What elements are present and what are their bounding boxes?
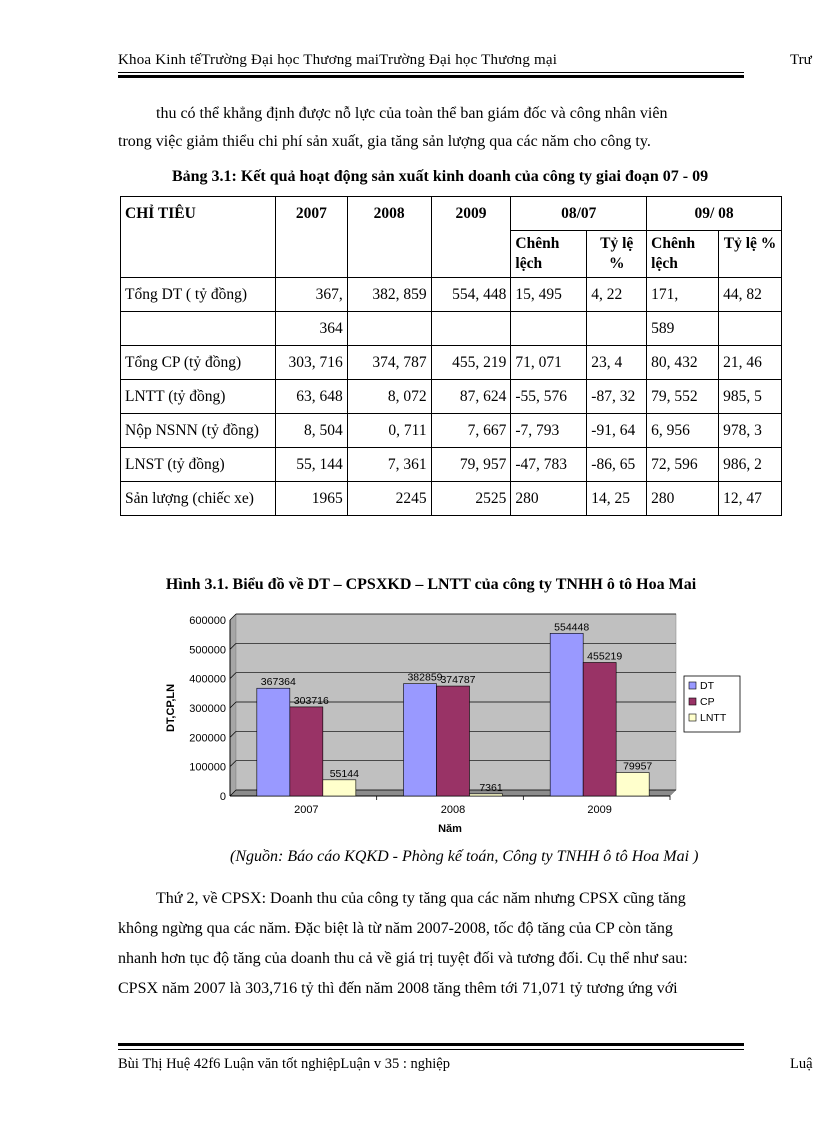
legend-swatch-dt [689, 682, 696, 689]
table-cell [719, 312, 782, 346]
header-rule-thick [118, 75, 744, 78]
x-axis-title: Năm [438, 823, 462, 835]
table-cell: -55, 576 [511, 380, 587, 414]
table-cell: 0, 711 [347, 414, 431, 448]
table-cell: 367, [275, 278, 347, 312]
data-label: 55144 [329, 767, 359, 780]
table-cell: -7, 793 [511, 414, 587, 448]
table-cell: -91, 64 [587, 414, 647, 448]
table-cell: -47, 783 [511, 448, 587, 482]
table-cell: 79, 957 [431, 448, 511, 482]
table-cell: 23, 4 [587, 346, 647, 380]
figure-caption: Hình 3.1. Biểu đồ về DT – CPSXKD – LNTT của công ty TNHH ô tô Hoa Mai [165, 576, 697, 593]
bar-cp [437, 686, 470, 796]
table-cell: 72, 596 [647, 448, 719, 482]
legend-swatch-cp [689, 698, 696, 705]
table-caption: Bảng 3.1: Kết quả hoạt động sản xuất kinh doanh của công ty giai đoạn 07 - 09 [171, 168, 709, 185]
table-cell: 455, 219 [431, 346, 511, 380]
table-cell [431, 312, 511, 346]
table-cell: 382, 859 [347, 278, 431, 312]
data-label: 367364 [260, 676, 296, 689]
y-tick-label: 200000 [189, 732, 226, 745]
body-line-1: Thứ 2, về CPSX: Doanh thu của công ty tăng qua các năm nhưng CPSX cũng tăng [156, 890, 686, 907]
header-chenh-lech-1: Chênh lệch [511, 231, 587, 278]
table-cell [587, 312, 647, 346]
data-label: 303716 [293, 694, 329, 707]
bar-dt [257, 688, 290, 796]
data-label: 554448 [554, 621, 590, 634]
footer-rule-thick [118, 1043, 744, 1046]
table-cell: 44, 82 [719, 278, 782, 312]
row-label: Nộp NSNN (tỷ đồng) [121, 414, 276, 448]
table-cell: 63, 648 [275, 380, 347, 414]
table-cell: 79, 552 [647, 380, 719, 414]
table-cell: 15, 495 [511, 278, 587, 312]
footer-rule-thin [118, 1049, 744, 1050]
table-row [121, 346, 782, 380]
body-paragraph [118, 884, 744, 1004]
source-note: (Nguồn: Báo cáo KQKD - Phòng kế toán, Công ty TNHH ô tô Hoa Mai ) [230, 848, 699, 865]
row-label [121, 312, 276, 346]
data-label: 7361 [479, 781, 503, 794]
table-cell: 2245 [347, 482, 431, 516]
table-cell: 87, 624 [431, 380, 511, 414]
bar-chart [160, 604, 760, 836]
header-2008: 2008 [347, 197, 431, 278]
bar-lntt [470, 794, 503, 796]
table-row [121, 380, 782, 414]
table-cell: 21, 46 [719, 346, 782, 380]
y-tick-label: 0 [219, 791, 226, 803]
table-cell: -87, 32 [587, 380, 647, 414]
table-cell: 589 [647, 312, 719, 346]
row-label: Tổng DT ( tỷ đồng) [121, 278, 276, 312]
page-header-right: Trư [790, 52, 812, 68]
body-line-2: không ngừng qua các năm. Đặc biệt là từ năm 2007-2008, tốc độ tăng của CP còn tăng [118, 920, 673, 937]
table-cell [347, 312, 431, 346]
page-header: Khoa Kinh tếTrường Đại học Thương maiTrường Đại học Thương mại [118, 52, 558, 68]
table-cell: -86, 65 [587, 448, 647, 482]
table-cell: 554, 448 [431, 278, 511, 312]
table-cell: 4, 22 [587, 278, 647, 312]
table-cell: 14, 25 [587, 482, 647, 516]
table-cell: 1965 [275, 482, 347, 516]
table-cell: 985, 5 [719, 380, 782, 414]
table-row [121, 278, 782, 312]
header-2007: 2007 [275, 197, 347, 278]
y-axis-title: DT,CP,LN [165, 683, 177, 733]
table-cell: 280 [647, 482, 719, 516]
body-line-4: CPSX năm 2007 là 303,716 tỷ thì đến năm 2008 tăng thêm tới 71,071 tỷ tương ứng với [118, 980, 678, 997]
header-ty-le-1: Tỷ lệ % [587, 231, 647, 278]
table-cell: 7, 667 [431, 414, 511, 448]
intro-paragraph [118, 100, 744, 156]
header-chitieu: CHỈ TIÊU [121, 197, 276, 278]
y-tick-label: 300000 [189, 703, 226, 715]
header-0908: 09/ 08 [647, 197, 782, 231]
intro-line-1: thu có thể khẳng định được nỗ lực của toàn thể ban giám đốc và công nhân viên [156, 105, 668, 122]
y-tick-label: 500000 [189, 644, 226, 657]
legend-label: DT [700, 680, 714, 692]
table-cell: 986, 2 [719, 448, 782, 482]
table-cell: 71, 071 [511, 346, 587, 380]
row-label: LNTT (tỷ đồng) [121, 380, 276, 414]
legend-swatch-lntt [689, 714, 696, 721]
table-cell: 374, 787 [347, 346, 431, 380]
bar-lntt [616, 773, 649, 796]
header-0807: 08/07 [511, 197, 647, 231]
x-tick-label: 2009 [587, 804, 612, 816]
data-label: 79957 [623, 760, 653, 773]
table-cell [511, 312, 587, 346]
bar-cp [290, 707, 323, 796]
body-line-3: nhanh hơn tục độ tăng của doanh thu cả về giá trị tuyệt đối và tương đối. Cụ thể như sau: [118, 950, 688, 967]
table-cell: 6, 956 [647, 414, 719, 448]
y-tick-label: 400000 [189, 673, 226, 686]
y-tick-label: 100000 [189, 761, 226, 774]
table-header-row [121, 197, 782, 231]
table-cell: 303, 716 [275, 346, 347, 380]
table-row [121, 414, 782, 448]
header-ty-le-2: Tỷ lệ % [719, 231, 782, 278]
results-table [120, 196, 782, 516]
row-label: LNST (tỷ đồng) [121, 448, 276, 482]
table-cell: 280 [511, 482, 587, 516]
bar-lntt [323, 780, 356, 796]
bar-dt [550, 633, 583, 796]
page-footer: Bùi Thị Huệ 42f6 Luận văn tốt nghiệpLuận v 35 : nghiệp [118, 1056, 450, 1072]
table-cell: 8, 072 [347, 380, 431, 414]
x-tick-label: 2007 [294, 804, 319, 816]
row-label: Tổng CP (tỷ đồng) [121, 346, 276, 380]
legend-label: LNTT [700, 712, 727, 724]
bar-cp [583, 662, 616, 796]
x-tick-label: 2008 [440, 804, 466, 816]
table-cell: 80, 432 [647, 346, 719, 380]
data-label: 374787 [440, 674, 476, 687]
table-cell: 978, 3 [719, 414, 782, 448]
header-chenh-lech-2: Chênh lệch [647, 231, 719, 278]
bar-dt [404, 684, 437, 796]
table-cell: 2525 [431, 482, 511, 516]
header-rule-thin [118, 72, 744, 73]
page-footer-right: Luậ [790, 1056, 813, 1072]
table-cell: 8, 504 [275, 414, 347, 448]
table-cell: 364 [275, 312, 347, 346]
header-2009: 2009 [431, 197, 511, 278]
table-row [121, 482, 782, 516]
table-cell: 55, 144 [275, 448, 347, 482]
y-tick-label: 600000 [189, 615, 226, 627]
intro-line-2: trong việc giảm thiểu chi phí sản xuất, gia tăng sản lượng qua các năm cho công ty. [118, 133, 651, 150]
data-label: 455219 [587, 650, 623, 663]
table-row [121, 448, 782, 482]
data-label: 382859 [407, 671, 443, 684]
table-cell: 7, 361 [347, 448, 431, 482]
table-row [121, 312, 782, 346]
row-label: Sản lượng (chiếc xe) [121, 482, 276, 516]
table-cell: 12, 47 [719, 482, 782, 516]
table-cell: 171, [647, 278, 719, 312]
legend-label: CP [700, 696, 715, 708]
